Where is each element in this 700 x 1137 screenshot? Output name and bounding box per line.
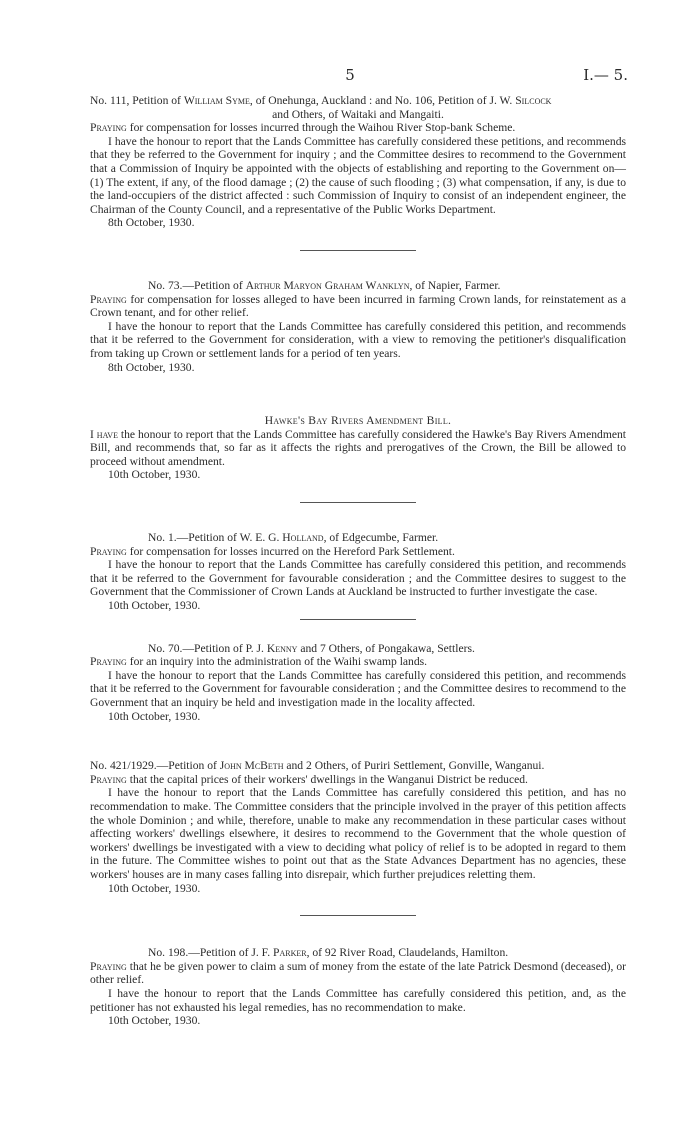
petition-number: No. 198.—Petition of J. F.: [148, 946, 274, 960]
praying-word: Praying: [90, 959, 127, 973]
praying-clause: [90, 773, 626, 787]
report-date: 10th October, 1930.: [108, 468, 201, 482]
petitioner-name: Silcock: [515, 94, 552, 107]
petition-number: No. 111, Petition of: [90, 94, 184, 107]
petition-heading-text: , of Edgecumbe, Farmer.: [323, 531, 439, 545]
praying-clause: [90, 655, 626, 669]
report-date: 8th October, 1930.: [108, 216, 195, 230]
committee-report: I have the honour to report that the Lands Committee has carefully considered this petition, and has no recommendation to make. The Committee considers that the principle involved in the prayer of this petition affects the whole Dominion ; and while, therefore, unable to make any recommendation in these particular cases without affecting workers' dwellings elsewhere, it desires to recommend to the Government that the whole question of workers' dwellings be investigated with a view to deciding what policy of relief is to be adopted in regard to them in the future. The Committee wishes to point out that as the State Advances Department has no agencies, these workers' houses are in many cases falling into disrepair, which further prejudices reletting them.: [90, 786, 626, 881]
petition-heading-text: and 7 Others, of Pongakawa, Settlers.: [297, 641, 475, 655]
document-reference: I.— 5.: [583, 66, 628, 84]
committee-report: I have the honour to report that the Lands Committee has carefully considered this petition, and recommends that it be referred to the Government for favourable consideration ; and the Committee desires to recommend to the Government that an inquiry be held and investigation made in the locality affected.: [90, 668, 626, 709]
petitioner-name: Kenny: [266, 641, 298, 655]
praying-word: Praying: [90, 655, 127, 669]
praying-clause: [90, 293, 626, 320]
petition-section-mcbeth: [90, 759, 626, 895]
report-date: 10th October, 1930.: [108, 599, 201, 613]
petition-number: No. 73.—Petition of: [148, 278, 246, 292]
petition-section-syme-silcock: [90, 94, 626, 230]
committee-report: I have the honour to report that the Lands Committee has carefully considered these petitions, and recommends that they be referred to the Government for inquiry ; and the Committee desires to recommend to the Government that a Commission of Inquiry be appointed with the objects of establishing and reporting to the Government on—(1) The extent, if any, of the flood damage ; (2) the cause of such flooding ; (3) what compensation, if any, is due to the land-occupiers of the district affected : such Commission of Inquiry to consist of an independent engineer, the Chairman of the County Council, and a representative of the Public Works Department.: [90, 134, 626, 216]
report-date: 8th October, 1930.: [108, 360, 195, 374]
petition-heading-text: and 2 Others, of Puriri Settlement, Gonville, Wanganui.: [283, 759, 545, 773]
report-date: 10th October, 1930.: [108, 881, 201, 895]
petition-heading: [90, 531, 626, 545]
praying-text: for compensation for losses alleged to have been incurred in farming Crown lands, for reinstatement as a Crown tenant, and for other relief.: [90, 292, 626, 320]
petition-heading: [90, 279, 626, 293]
petition-section-wanklyn: [90, 279, 626, 374]
petitioner-name: Arthur Maryon Graham Wanklyn: [245, 278, 410, 292]
praying-text: that the capital prices of their workers' dwellings in the Wanganui District be reduced.: [126, 772, 528, 786]
praying-clause: [90, 545, 626, 559]
petition-heading: [90, 642, 626, 656]
praying-word: Praying: [90, 121, 127, 135]
petition-heading: [90, 94, 626, 121]
report-date: 10th October, 1930.: [108, 1014, 201, 1028]
report-lead-word: I have: [90, 427, 118, 441]
petition-section-kenny: [90, 642, 626, 724]
praying-word: Praying: [90, 772, 127, 786]
document-body: [90, 94, 626, 1028]
praying-text: for an inquiry into the administration of the Waihi swamp lands.: [126, 655, 428, 669]
bill-section-hawkes-bay: [90, 414, 626, 482]
petition-number: No. 421/1929.—Petition of: [90, 759, 220, 773]
report-text: the honour to report that the Lands Committee has carefully considered the Hawke's Bay Rivers Amendment Bill, and recommends that, so far as it affects the rights and prerogatives of the Crown, the Bill be allowed to proceed without amendment.: [90, 427, 626, 468]
petition-section-holland: [90, 531, 626, 613]
praying-text: for compensation for losses incurred through the Waihou River Stop-bank Scheme.: [126, 121, 516, 135]
bill-title: Hawke's Bay Rivers Amendment Bill.: [264, 414, 452, 428]
petitioner-name: Holland: [282, 531, 324, 545]
petition-number: No. 1.—Petition of W. E. G.: [148, 531, 283, 545]
petition-heading-continuation: and Others, of Waitaki and Mangaiti.: [272, 107, 444, 121]
report-date: 10th October, 1930.: [108, 709, 201, 723]
committee-report: I have the honour to report that the Lands Committee has carefully considered this petition, and recommends that it be referred to the Government for consideration, with a view to removing the petitioner's disqualification from taking up Crown or settlement lands for a period of ten years.: [90, 319, 626, 360]
petition-section-parker: [90, 946, 626, 1028]
committee-report: I have the honour to report that the Lands Committee has carefully considered this petition, and recommends that it be referred to the Government for favourable consideration ; and the Committee desires to suggest to the Government that the Commissioner of Crown Lands at Auckland be instructed to further investigate the case.: [90, 558, 626, 599]
petition-heading: [90, 759, 626, 773]
praying-word: Praying: [90, 544, 127, 558]
petition-number: No. 70.—Petition of P. J.: [148, 641, 267, 655]
petition-heading-text: , of Napier, Farmer.: [409, 278, 501, 292]
committee-report: I have the honour to report that the Lands Committee has carefully considered this petition, and, as the petitioner has not exhausted his legal remedies, has no recommendation to make.: [90, 986, 626, 1014]
bill-report: [90, 428, 626, 469]
petitioner-name: John McBeth: [219, 759, 284, 773]
petitioner-name: Parker: [273, 946, 307, 960]
praying-clause: [90, 960, 626, 987]
petition-heading: [90, 946, 626, 960]
petitioner-name: William Syme: [183, 94, 250, 107]
page-number: 5: [345, 66, 355, 84]
praying-clause: [90, 121, 626, 135]
praying-text: that he be given power to claim a sum of money from the estate of the late Patrick Desmond (deceased), or other relief.: [90, 959, 626, 987]
petition-heading-text: , of 92 River Road, Claudelands, Hamilton.: [306, 946, 509, 960]
praying-word: Praying: [90, 292, 127, 306]
petition-heading-text: , of Onehunga, Auckland : and No. 106, Petition of J. W.: [249, 94, 516, 107]
praying-text: for compensation for losses incurred on the Hereford Park Settlement.: [126, 544, 455, 558]
